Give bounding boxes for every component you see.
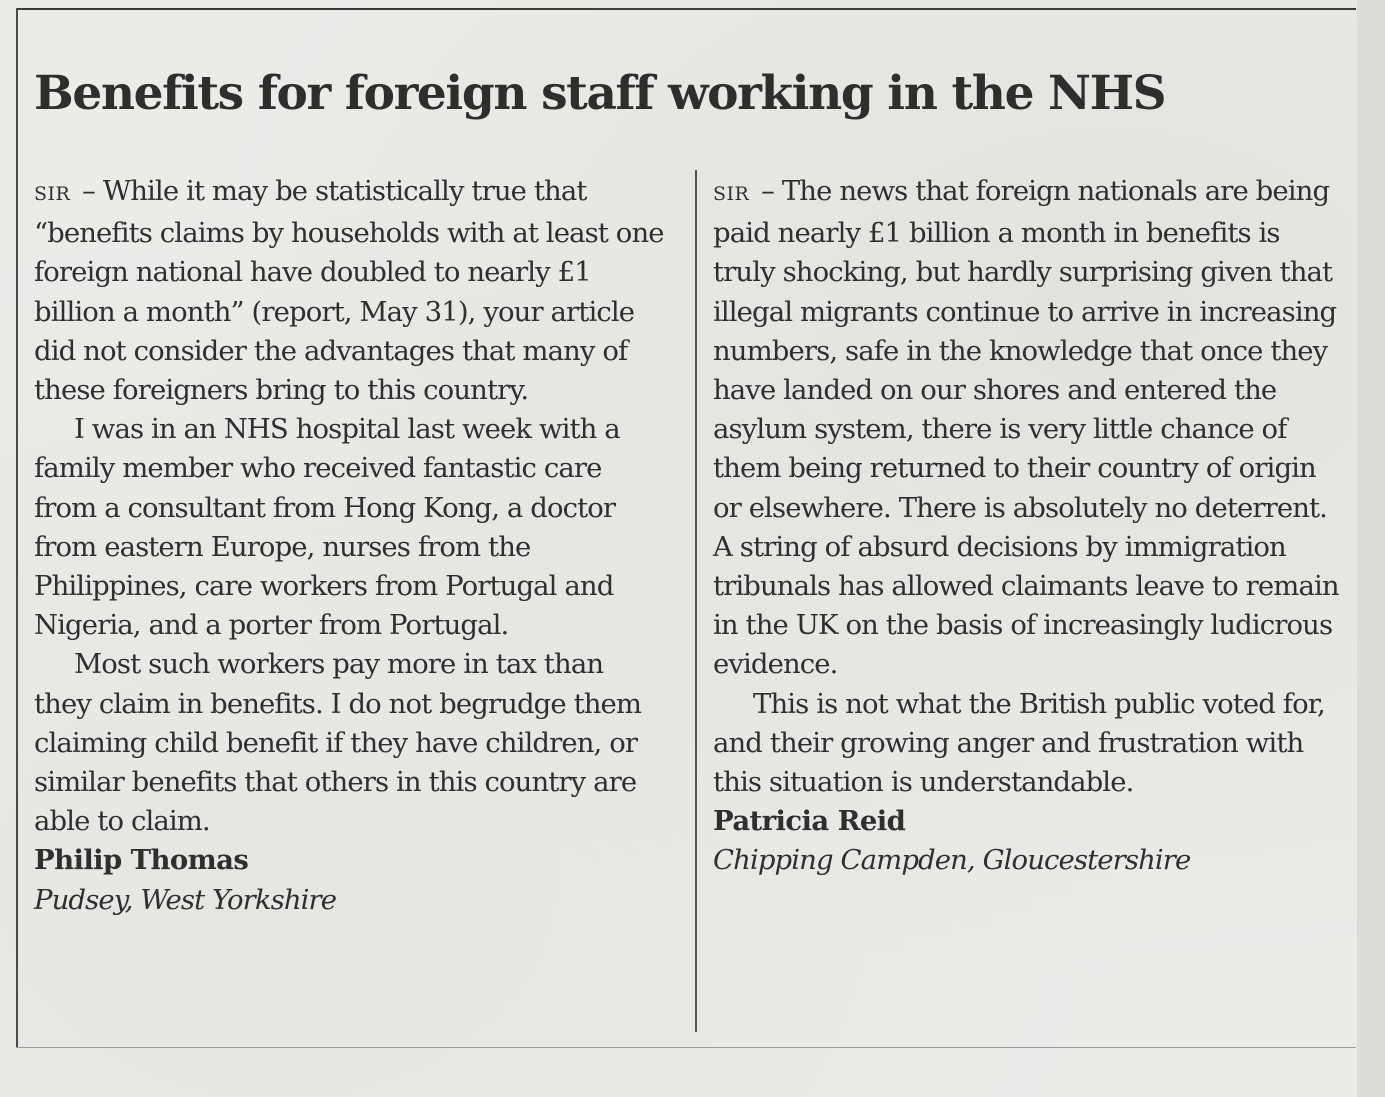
paragraph-text: – The news that foreign nationals are being paid nearly £1 billion a month in benefits is truly shocking, but hardly surprising given that illegal migrants continue to arrive in increasing numbers, safe in the knowledge that once they have landed on our shores and entered the asylum system, there is very little chance of them being returned to their country of origin or elsewhere. There is absolutely no deterrent. A string of absurd decisions by immigration tribunals has allowed claimants leave to remain in the UK on the basis of increasingly ludicrous evidence. (713, 175, 1339, 681)
headline: Benefits for foreign staff working in the NHS (34, 66, 1166, 121)
bottom-rule (16, 1047, 1356, 1048)
letter-left (34, 172, 664, 920)
top-rule (16, 8, 1356, 10)
letter-location: Pudsey, West Yorkshire (34, 883, 337, 916)
letter-paragraph: Most such workers pay more in tax than they claim in benefits. I do not begrudge them claiming child benefit if they have children, or similar benefits that others in this country are able to claim. (34, 648, 642, 838)
paragraph-text: – While it may be statistically true that “benefits claims by households with at least one foreign national have doubled to nearly £1 billion a month” (report, May 31), your article did not consider the advantages that many of these foreigners bring to this country. (34, 175, 664, 407)
letter-right (713, 172, 1348, 881)
letter-paragraph (713, 172, 1348, 685)
adjacent-page-edge (1357, 0, 1385, 1097)
letter-paragraph: This is not what the British public voted for, and their growing anger and frustration with this situation is understandable. (713, 687, 1325, 799)
column-divider (695, 170, 697, 1032)
left-rule (16, 8, 18, 1048)
salutation: SIR (713, 183, 750, 205)
salutation: SIR (34, 183, 71, 205)
letter-paragraph (34, 172, 664, 410)
letter-location: Chipping Campden, Gloucestershire (713, 844, 1191, 877)
letter-author: Philip Thomas (34, 844, 249, 877)
letter-author: Patricia Reid (713, 805, 906, 838)
letter-paragraph: I was in an NHS hospital last week with a family member who received fantastic care from a consultant from Hong Kong, a doctor from eastern Europe, nurses from the Philippines, care workers from Portugal and Nigeria, and a porter from Portugal. (34, 413, 620, 642)
